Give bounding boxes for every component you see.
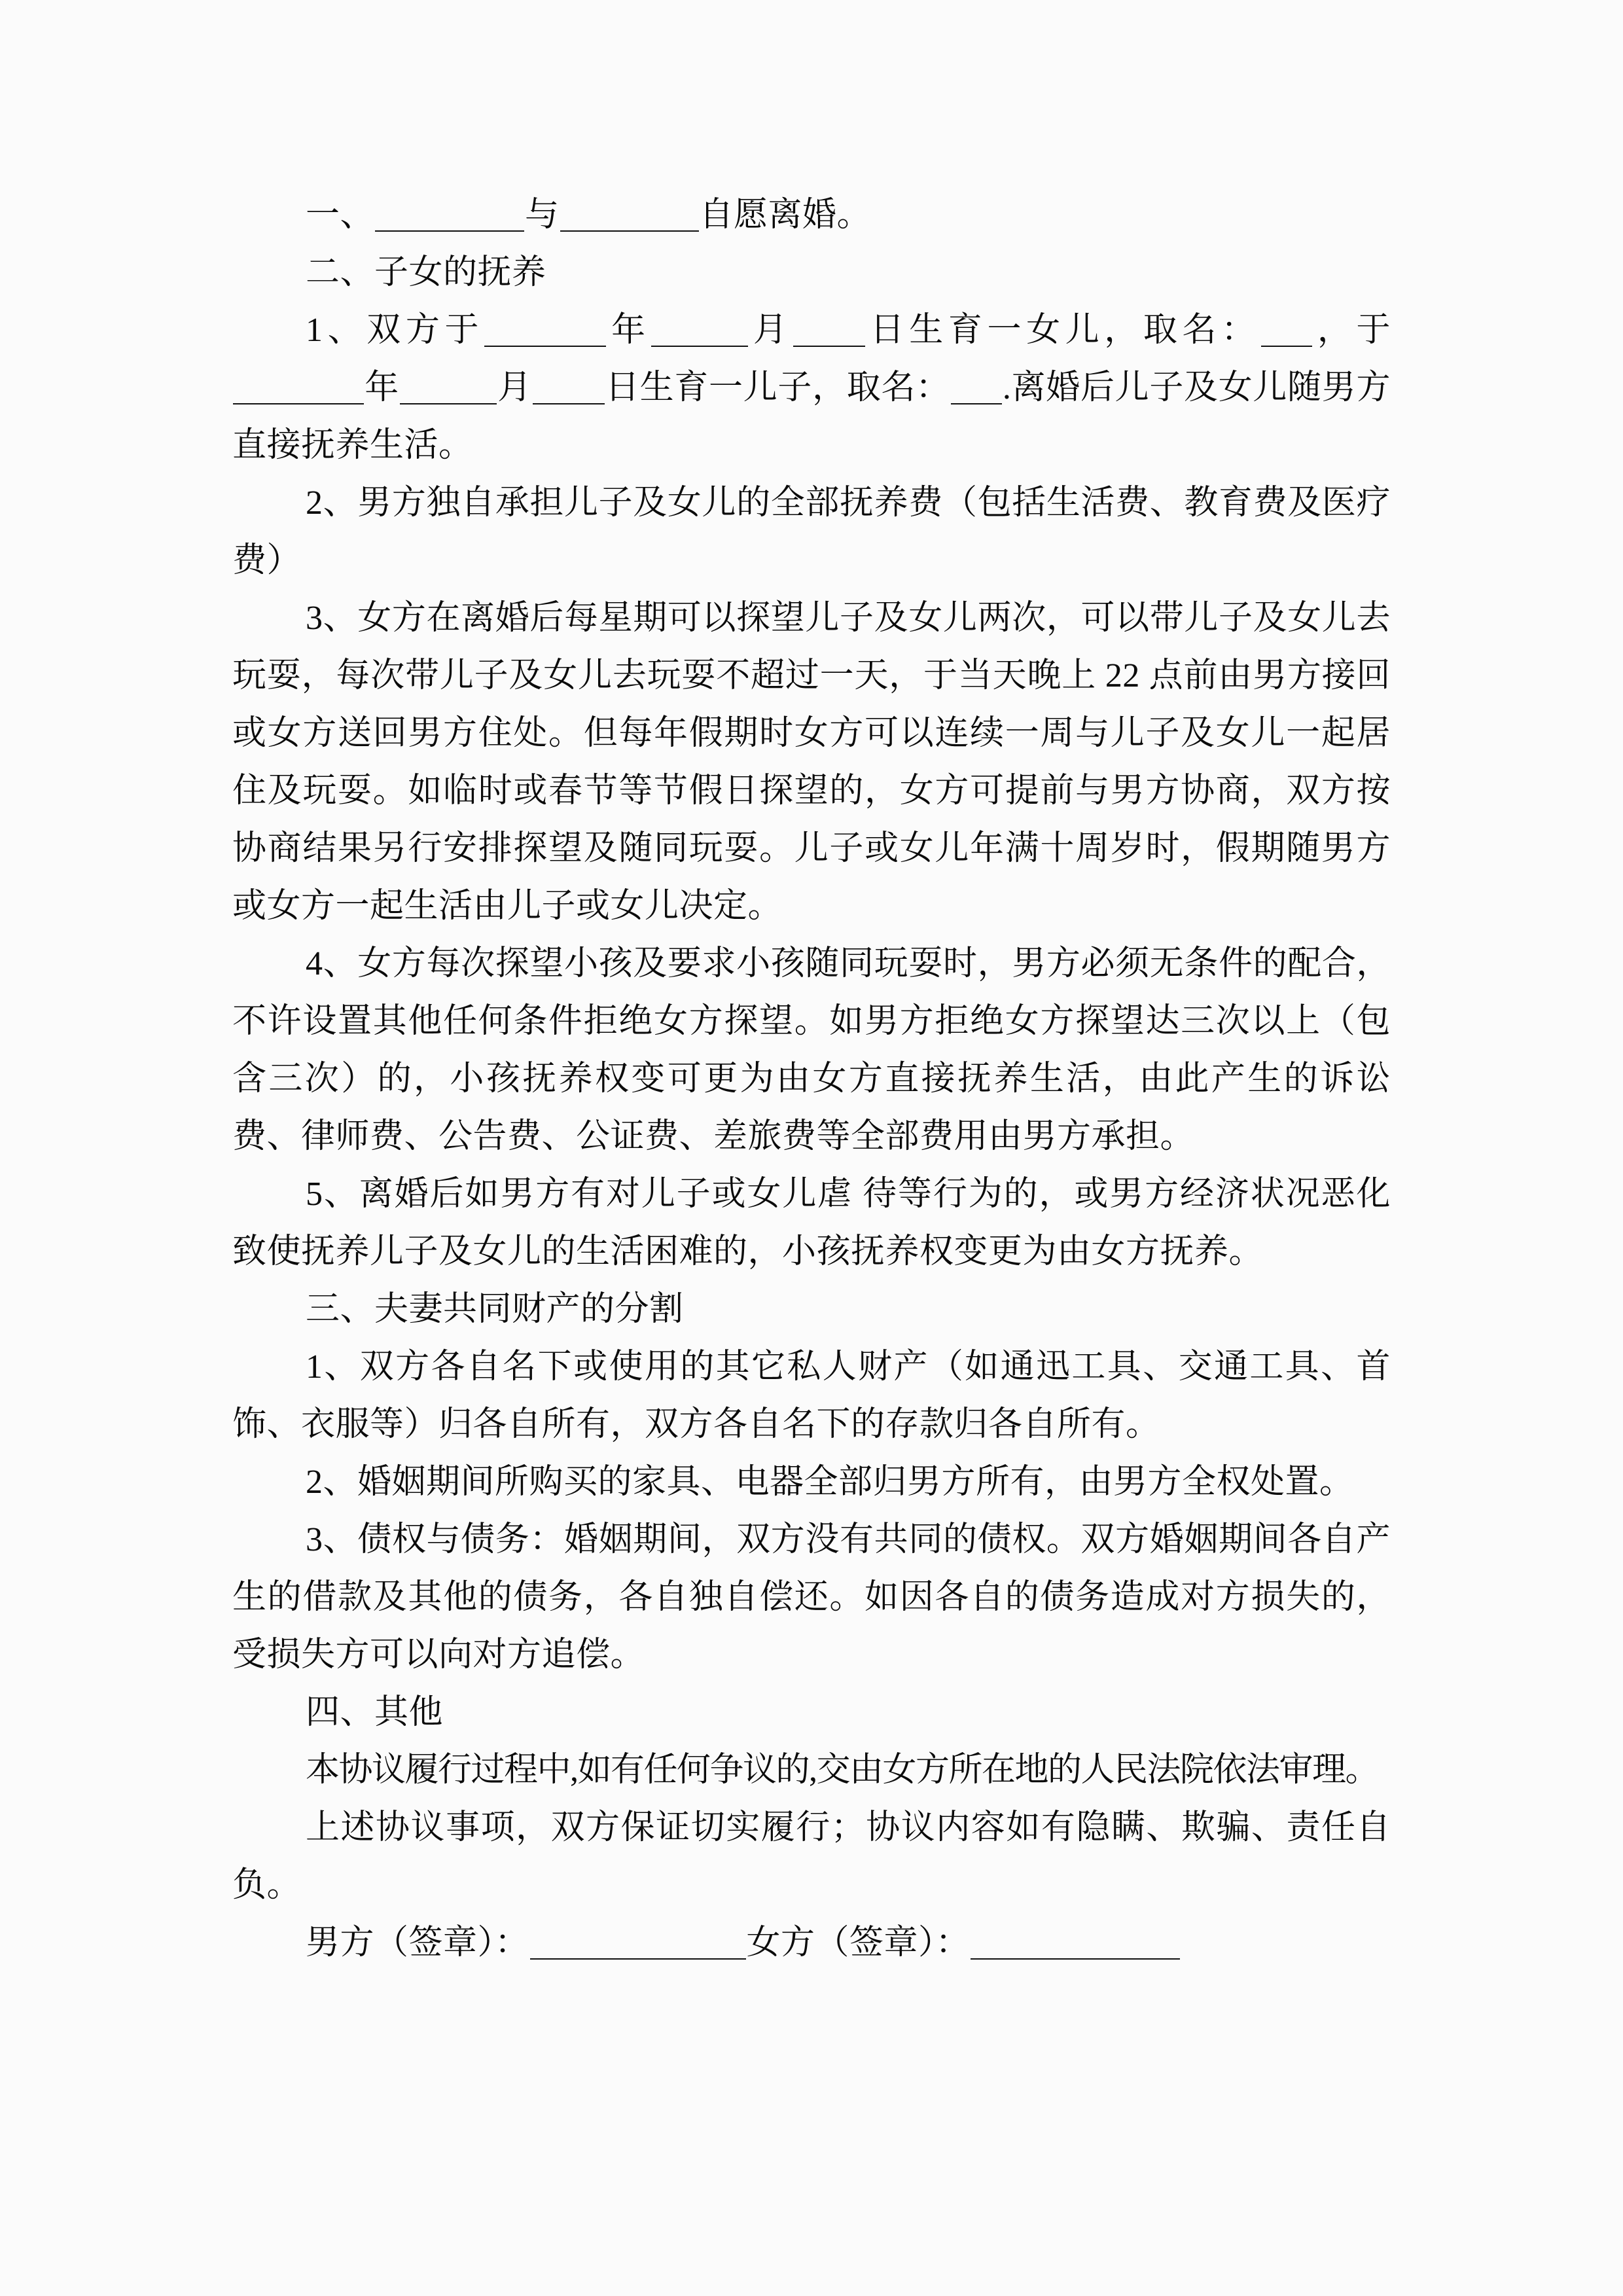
birth-year-daughter-blank[interactable] [484,314,606,347]
unit-day-1: 日生育一女儿，取名： [865,312,1260,349]
birth-month-daughter-blank[interactable] [651,314,748,347]
signature-line [232,1914,1391,1972]
birth-year-son-blank[interactable] [233,371,364,404]
item-3-3: 3、债权与债务：婚姻期间，双方没有共同的债权。双方婚姻期间各自产生的借款及其他的债务，各自独自偿还。如因各自的债务造成对方损失的，受损失方可以向对方追偿。 [232,1521,1391,1674]
section-1-number: 一、 [306,196,375,234]
unit-year-1: 年 [607,312,651,349]
item-3-1: 1、双方各自名下或使用的其它私人财产（如通迅工具、交通工具、首饰、衣服等）归各自所有，双方各自名下的存款归各自所有。 [232,1348,1391,1443]
female-signature-label: 女方（签章）： [746,1924,971,1962]
party-a-name-blank[interactable] [375,198,524,232]
item-2-1-tail: .离婚后儿子及女儿随男方直接抚养生活。 [232,369,1391,464]
section-1-tail: 自愿离婚。 [699,196,872,234]
daughter-name-blank[interactable] [1261,314,1312,347]
birth-day-son-blank[interactable] [533,371,605,404]
document-body [232,187,1391,1972]
party-b-name-blank[interactable] [560,198,699,232]
section-1-line [232,187,1391,244]
unit-day-2: 日生育一儿子，取名： [605,369,950,406]
unit-year-2: 年 [365,369,399,406]
female-signature-blank[interactable] [971,1926,1180,1960]
unit-month-1: 月 [748,312,793,349]
son-name-blank[interactable] [951,371,1002,404]
item-2-1 [232,302,1391,475]
item-2-2: 2、男方独自承担儿子及女儿的全部抚养费（包括生活费、教育费及医疗费） [232,484,1391,579]
birth-day-daughter-blank[interactable] [793,314,865,347]
unit-month-2: 月 [497,369,532,406]
item-3-2: 2、婚姻期间所购买的家具、电器全部归男方所有，由男方全权处置。 [306,1463,1354,1501]
male-signature-blank[interactable] [530,1926,746,1960]
item-4-2: 上述协议事项，双方保证切实履行；协议内容如有隐瞒、欺骗、责任自负。 [232,1809,1391,1904]
male-signature-label: 男方（签章）： [306,1924,529,1962]
section-3-heading: 三、夫妻共同财产的分割 [306,1291,684,1328]
item-2-4: 4、女方每次探望小孩及要求小孩随同玩耍时，男方必须无条件的配合，不许设置其他任何条件拒绝女方探望。如男方拒绝女方探望达三次以上（包含三次）的，小孩抚养权变可更为由女方直接抚养生活，由此产生的诉讼费、律师费、公告费、公证费、差旅费等全部费用由男方承担。 [232,945,1391,1155]
section-1-connector: 与 [525,196,560,234]
item-2-5: 5、离婚后如男方有对儿子或女儿虐 待等行为的，或男方经济状况恶化致使抚养儿子及女儿的生活困难的，小孩抚养权变更为由女方抚养。 [232,1175,1391,1270]
item-4-1: 本协议履行过程中,如有任何争议的,交由女方所在地的人民法院依法审理。 [306,1751,1379,1789]
section-4-heading: 四、其他 [306,1694,444,1731]
item-2-3: 3、女方在离婚后每星期可以探望儿子及女儿两次，可以带儿子及女儿去玩耍，每次带儿子及女儿去玩耍不超过一天，于当天晚上 22 点前由男方接回或女方送回男方住处。但每年假期时女方可以连续一周与儿子及女儿一起居住及玩耍。如临时或春节等节假日探望的，女方可提前与男方协商，双方按协商结果另行安排探望及随同玩耍。儿子或女儿年满十周岁时，假期随男方或女方一起生活由儿子或女儿决定。 [232,600,1391,925]
birth-month-son-blank[interactable] [400,371,497,404]
item-2-1-lead: 1、双方于 [306,312,484,349]
section-2-heading: 二、子女的抚养 [306,254,546,291]
item-2-1-mid: ，于 [1312,312,1391,349]
